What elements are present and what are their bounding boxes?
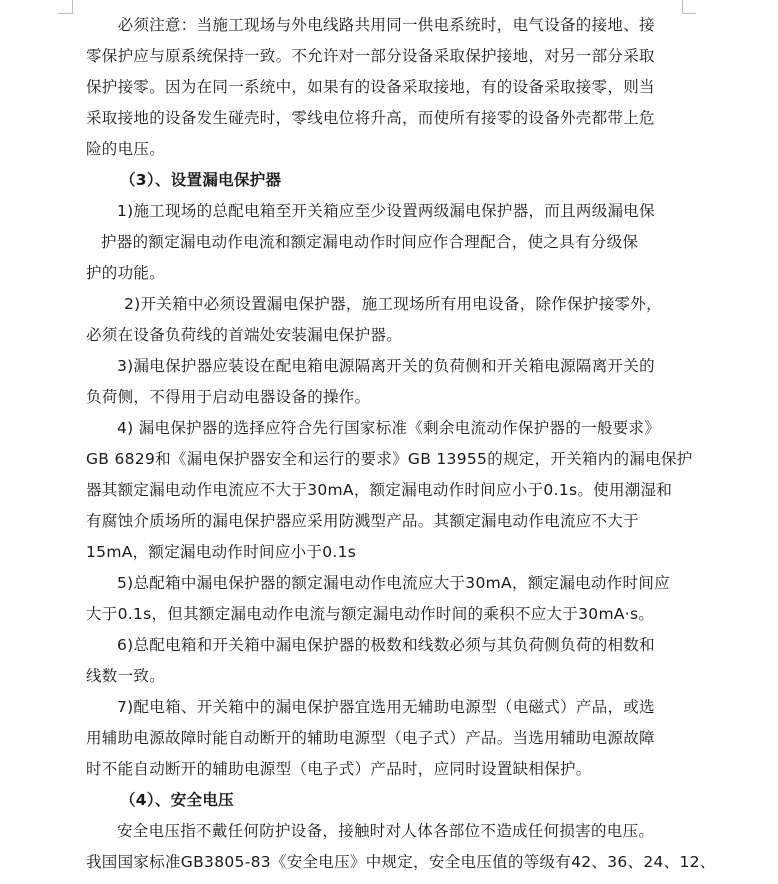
crop-mark-top-right-horizontal [682, 13, 696, 14]
paragraph-line: 险的电压。 [86, 140, 166, 158]
paragraph-line: 零保护应与原系统保持一致。不允许对一部分设备采取保护接地，对另一部分采取 [86, 47, 655, 65]
crop-mark-top-left [72, 0, 73, 14]
crop-mark-top-right [682, 0, 683, 14]
paragraph-line: 时不能自动断开的辅助电源型（电子式）产品时，应同时设置缺相保护。 [86, 760, 592, 778]
paragraph-line: 保护接零。因为在同一系统中，如果有的设备采取接地，有的设备采取接零，则当 [86, 78, 655, 96]
paragraph-line: 7)配电箱、开关箱中的漏电保护器宜选用无辅助电源型（电磁式）产品，或选 [117, 698, 655, 716]
paragraph-line: 线数一致。 [86, 667, 166, 685]
paragraph-line: 安全电压指不戴任何防护设备，接触时对人体各部位不造成任何损害的电压。 [117, 822, 655, 840]
section-heading: （3）、设置漏电保护器 [120, 171, 282, 189]
paragraph-line: 6)总配电箱和开关箱中漏电保护器的极数和线数必须与其负荷侧负荷的相数和 [117, 636, 655, 654]
paragraph-line: 必须在设备负荷线的首端处安装漏电保护器。 [86, 326, 403, 344]
paragraph-line: 必须注意：当施工现场与外电线路共用同一供电系统时，电气设备的接地、接 [86, 16, 655, 34]
paragraph-line: 15mA，额定漏电动作时间应小于0.1s [86, 543, 357, 561]
paragraph-line: 我国国家标准GB3805-83《安全电压》中规定，安全电压值的等级有42、36、24、12、 [86, 853, 716, 871]
paragraph-line: 3)漏电保护器应装设在配电箱电源隔离开关的负荷侧和开关箱电源隔离开关的 [117, 357, 655, 375]
paragraph-line: 4) 漏电保护器的选择应符合先行国家标准《剩余电流动作保护器的一般要求》 [117, 419, 661, 437]
paragraph-line: 护器的额定漏电动作电流和额定漏电动作时间应作合理配合，使之具有分级保 [101, 233, 639, 251]
paragraph-line: 2)开关箱中必须设置漏电保护器，施工现场所有用电设备，除作保护接零外， [124, 295, 662, 313]
paragraph-line: 负荷侧，不得用于启动电器设备的操作。 [86, 388, 371, 406]
crop-mark-top-left-horizontal [58, 13, 72, 14]
paragraph-line: 护的功能。 [86, 264, 166, 282]
section-heading: （4）、安全电压 [120, 791, 234, 809]
paragraph-line: 用辅助电源故障时能自动断开的辅助电源型（电子式）产品。当选用辅助电源故障 [86, 729, 655, 747]
paragraph-line: 5)总配箱中漏电保护器的额定漏电动作电流应大于30mA，额定漏电动作时间应 [117, 574, 670, 592]
paragraph-line: GB 6829和《漏电保护器安全和运行的要求》GB 13955的规定，开关箱内的漏电保护 [86, 450, 693, 468]
paragraph-line: 1)施工现场的总配电箱至开关箱应至少设置两级漏电保护器，而且两级漏电保 [117, 202, 655, 220]
paragraph-line: 有腐蚀介质场所的漏电保护器应采用防溅型产品。其额定漏电动作电流应不大于 [86, 512, 640, 530]
paragraph-line: 大于0.1s，但其额定漏电动作电流与额定漏电动作时间的乘积不应大于30mA·s。 [86, 605, 655, 623]
paragraph-line: 采取接地的设备发生碰壳时，零线电位将升高，而使所有接零的设备外壳都带上危 [86, 109, 655, 127]
paragraph-line: 器其额定漏电动作电流应不大于30mA，额定漏电动作时间应小于0.1s。使用潮湿和 [86, 481, 673, 499]
